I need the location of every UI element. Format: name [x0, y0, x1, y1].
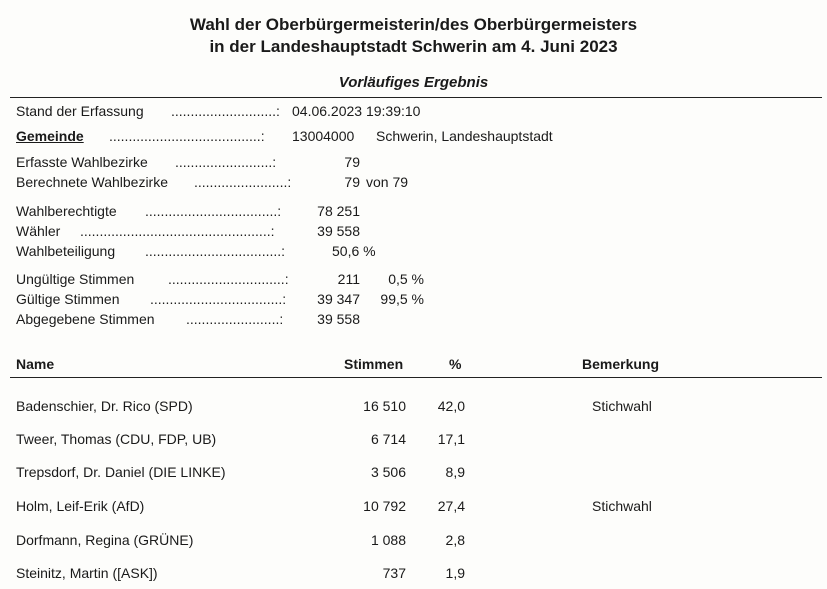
candidate-remark: Stichwahl	[592, 498, 652, 514]
candidate-percent: 27,4	[437, 498, 465, 514]
info-label: Berechnete Wahlbezirke	[16, 174, 169, 190]
info-value: 39 347	[317, 291, 360, 307]
leader-dots: ........................:	[194, 174, 292, 190]
candidate-name: Tweer, Thomas (CDU, FDP, UB)	[16, 431, 217, 447]
leader-dots: .......................................:	[109, 128, 265, 144]
leader-dots: ..............................:	[168, 271, 289, 287]
info-value: 79	[344, 154, 360, 170]
candidate-remark: Stichwahl	[592, 398, 652, 414]
candidate-votes: 737	[382, 565, 406, 581]
info-value: 78 251	[317, 203, 360, 219]
info-value: 39 558	[317, 223, 360, 239]
candidate-name: Dorfmann, Regina (GRÜNE)	[16, 532, 194, 548]
candidate-percent: 8,9	[445, 464, 465, 480]
candidate-name: Trepsdorf, Dr. Daniel (DIE LINKE)	[16, 464, 226, 480]
info-label: Wahlberechtigte	[16, 203, 117, 219]
candidate-name: Steinitz, Martin ([ASK])	[16, 565, 158, 581]
title-line-1: Wahl der Oberbürgermeisterin/des Oberbürgermeisters	[189, 15, 638, 34]
candidate-percent: 42,0	[437, 398, 465, 414]
info-label: Wähler	[16, 223, 61, 239]
candidate-percent: 17,1	[437, 431, 465, 447]
info-label: Gültige Stimmen	[16, 291, 120, 307]
info-value: 13004000	[292, 128, 355, 144]
column-header-stimmen: Stimmen	[344, 356, 404, 372]
candidate-votes: 1 088	[370, 532, 406, 548]
candidate-votes: 6 714	[370, 431, 406, 447]
leader-dots: ...........................:	[171, 103, 280, 119]
title-line-2: in der Landeshauptstadt Schwerin am 4. Juni 2023	[209, 37, 618, 56]
info-value-pct: 0,5 %	[388, 271, 424, 287]
candidate-name: Holm, Leif-Erik (AfD)	[16, 498, 145, 514]
subtitle: Vorläufiges Ergebnis	[338, 74, 489, 91]
divider-top	[10, 97, 822, 98]
info-value-pct: 99,5 %	[380, 291, 424, 307]
column-header-name: Name	[16, 356, 55, 372]
info-value: 211	[337, 271, 360, 287]
candidate-votes: 16 510	[363, 398, 406, 414]
leader-dots: ...................................:	[145, 243, 286, 259]
info-value-suffix: von 79	[366, 174, 409, 190]
info-label: Wahlbeteiligung	[16, 243, 116, 259]
leader-dots: .................................................:	[80, 223, 275, 239]
leader-dots: ........................:	[186, 311, 284, 327]
info-value: 04.06.2023 19:39:10	[292, 103, 421, 119]
info-label: Ungültige Stimmen	[16, 271, 135, 287]
info-label: Erfasste Wahlbezirke	[16, 154, 148, 170]
leader-dots: ..................................:	[150, 291, 287, 307]
candidate-votes: 3 506	[370, 464, 406, 480]
column-header-bemerkung: Bemerkung	[582, 356, 660, 372]
divider-table	[10, 377, 822, 378]
info-value: 79	[344, 174, 360, 190]
info-label: Stand der Erfassung	[16, 103, 144, 119]
info-label: Abgegebene Stimmen	[16, 311, 155, 327]
candidate-name: Badenschier, Dr. Rico (SPD)	[16, 398, 193, 414]
info-value: 50,6 %	[332, 243, 376, 259]
leader-dots: .........................:	[175, 154, 277, 170]
candidate-percent: 1,9	[445, 565, 465, 581]
candidate-votes: 10 792	[363, 498, 406, 514]
candidate-percent: 2,8	[445, 532, 465, 548]
info-value-name: Schwerin, Landeshauptstadt	[376, 128, 553, 144]
leader-dots: ..................................:	[145, 203, 282, 219]
info-value: 39 558	[317, 311, 360, 327]
column-header-percent: %	[449, 356, 462, 372]
info-label: Gemeinde	[16, 128, 84, 144]
